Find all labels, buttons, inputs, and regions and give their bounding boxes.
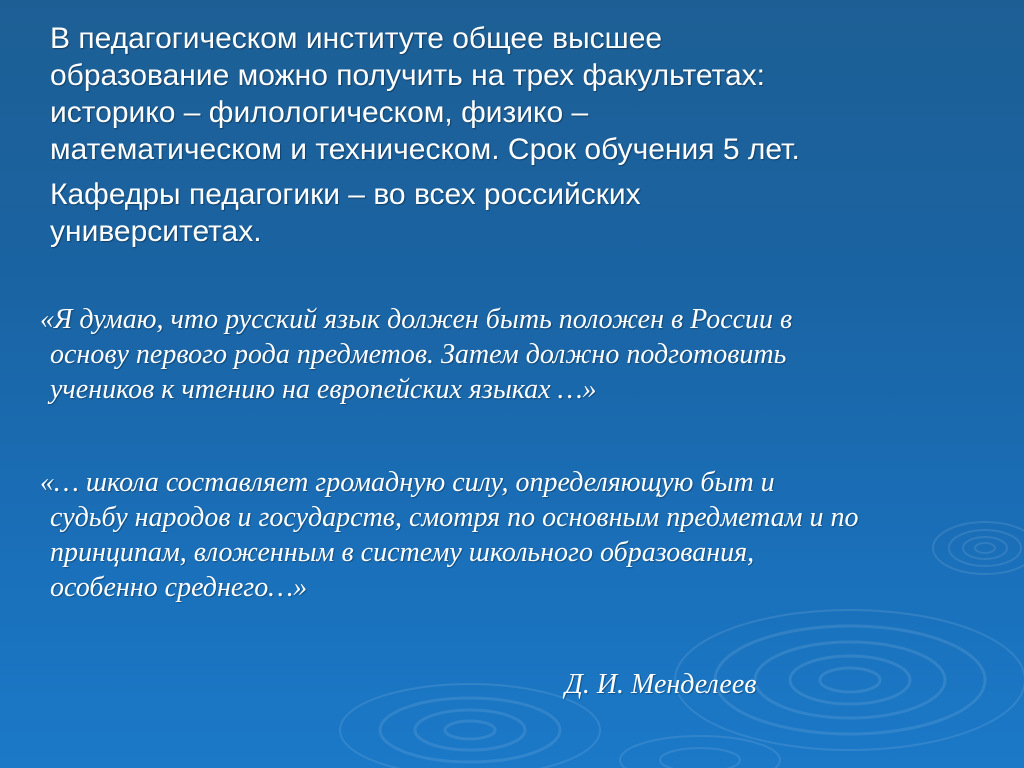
text-line: историко – филологическом, физико –: [50, 96, 589, 129]
paragraph-departments-info: [50, 176, 641, 250]
text-line: В педагогическом институте общее высшее: [50, 22, 663, 55]
text-line: университетах.: [50, 215, 262, 248]
quote-line: особенно среднего…»: [50, 572, 308, 603]
quote-author: Д. И. Менделеев: [565, 669, 757, 700]
quote-line: принципам, вложенным в систему школьного образования,: [50, 537, 755, 568]
quote-line: учеников к чтению на европейских языках …»: [50, 374, 597, 405]
quote-line: судьбу народов и государств, смотря по основным предметам и по: [50, 502, 859, 533]
quote-school-power: [40, 465, 859, 605]
paragraph-institute-info: [50, 20, 800, 168]
quote-line: «Я думаю, что русский язык должен быть положен в России в: [40, 304, 793, 335]
quote-line: «… школа составляет громадную силу, определяющую быт и: [40, 467, 775, 498]
quote-line: основу первого рода предметов. Затем должно подготовить: [50, 339, 787, 370]
quote-russian-language: [40, 302, 792, 407]
text-line: математическом и техническом. Срок обучения 5 лет.: [50, 133, 800, 166]
text-line: образование можно получить на трех факультетах:: [50, 59, 765, 92]
text-line: Кафедры педагогики – во всех российских: [50, 178, 641, 211]
